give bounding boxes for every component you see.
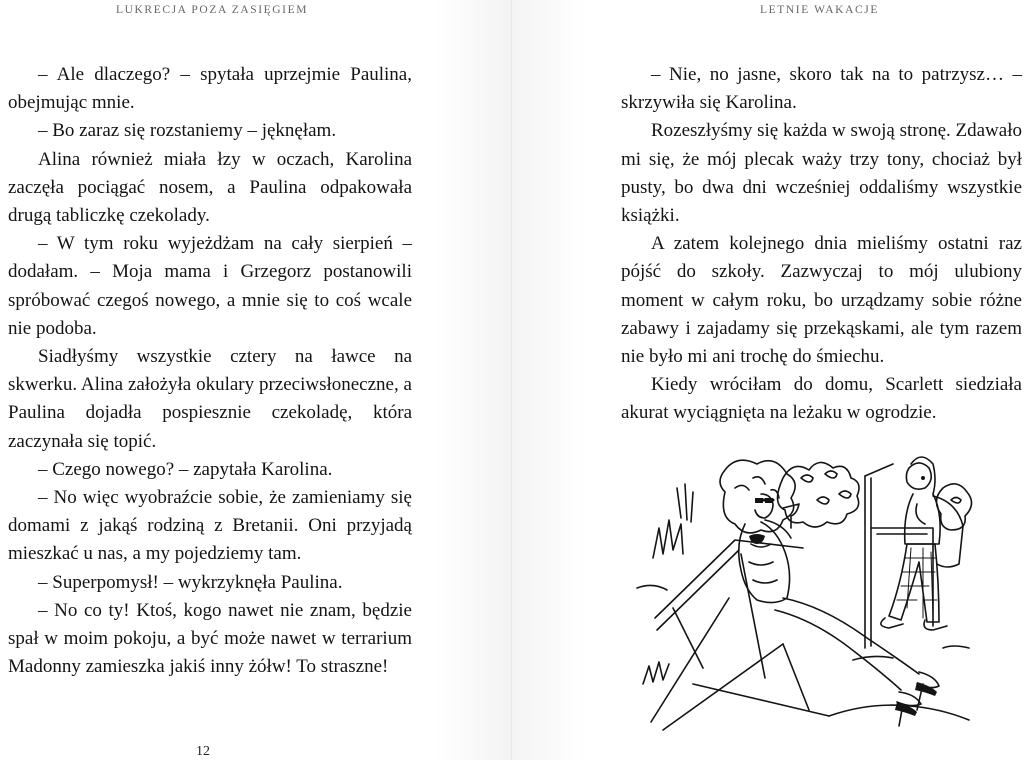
paragraph: – Nie, no jasne, skoro tak na to patrzysz… – skrzywiła się Karolina. xyxy=(621,64,1022,114)
paragraph: A zatem kolejnego dnia mieliśmy ostatni raz pójść do szkoły. Zazwyczaj to mój ulubiony moment w całym roku, bo urządzamy sobie różne zabawy i zajadamy się przekąskami, ale tym razem nie było mi ani trochę do śmiechu. xyxy=(621,233,1022,368)
paragraph: Rozeszłyśmy się każda w swoją stronę. Zdawało mi się, że mój plecak waży trzy tony, chociaż był pusty, bo dwa dni wcześniej oddaliśmy wszystkie książki. xyxy=(621,120,1022,227)
paragraph: – W tym roku wyjeżdżam na cały sierpień – dodałam. – Moja mama i Grzegorz postanowili spróbować czegoś nowego, a mnie się to coś wcale nie podoba. xyxy=(8,233,412,339)
paragraph: – No więc wyobraźcie sobie, że zamieniamy się domami z jakąś rodziną z Bretanii. Oni przyjadą mieszkać u nas, a my pojedziemy tam. xyxy=(8,487,412,565)
page-number: 12 xyxy=(196,744,210,759)
garden-illustration-drawing xyxy=(633,448,977,736)
right-page-text xyxy=(621,61,1022,428)
left-page-text xyxy=(8,61,412,681)
running-head-right: LETNIE WAKACJE xyxy=(760,4,879,16)
right-page xyxy=(512,0,1024,760)
paragraph: – Czego nowego? – zapytała Karolina. xyxy=(38,458,333,480)
paragraph: Kiedy wróciłam do domu, Scarlett siedziała akurat wyciągnięta na leżaku w ogrodzie. xyxy=(621,374,1022,424)
garden-illustration xyxy=(633,448,977,736)
paragraph: – Bo zaraz się rozstaniemy – jęknęłam. xyxy=(38,120,337,142)
paragraph: Siadłyśmy wszystkie cztery na ławce na skwerku. Alina założyła okulary przeciwsłoneczne, a Paulina dojadła pospiesznie czekoladę, która zaczynała się topić. xyxy=(8,346,412,452)
paragraph: – Ale dlaczego? – spytała uprzejmie Paulina, obejmując mnie. xyxy=(8,64,412,114)
paragraph: – No co ty! Ktoś, kogo nawet nie znam, będzie spał w moim pokoju, a być może nawet w terrarium Madonny zamieszka jakiś inny żółw! To straszne! xyxy=(8,599,412,678)
running-head-left: LUKRECJA POZA ZASIĘGIEM xyxy=(116,4,309,16)
paragraph: – Superpomysł! – wykrzyknęła Paulina. xyxy=(38,571,343,593)
paragraph: Alina również miała łzy w oczach, Karolina zaczęła pociągać nosem, a Paulina odpakowała drugą tabliczkę czekolady. xyxy=(8,148,412,227)
